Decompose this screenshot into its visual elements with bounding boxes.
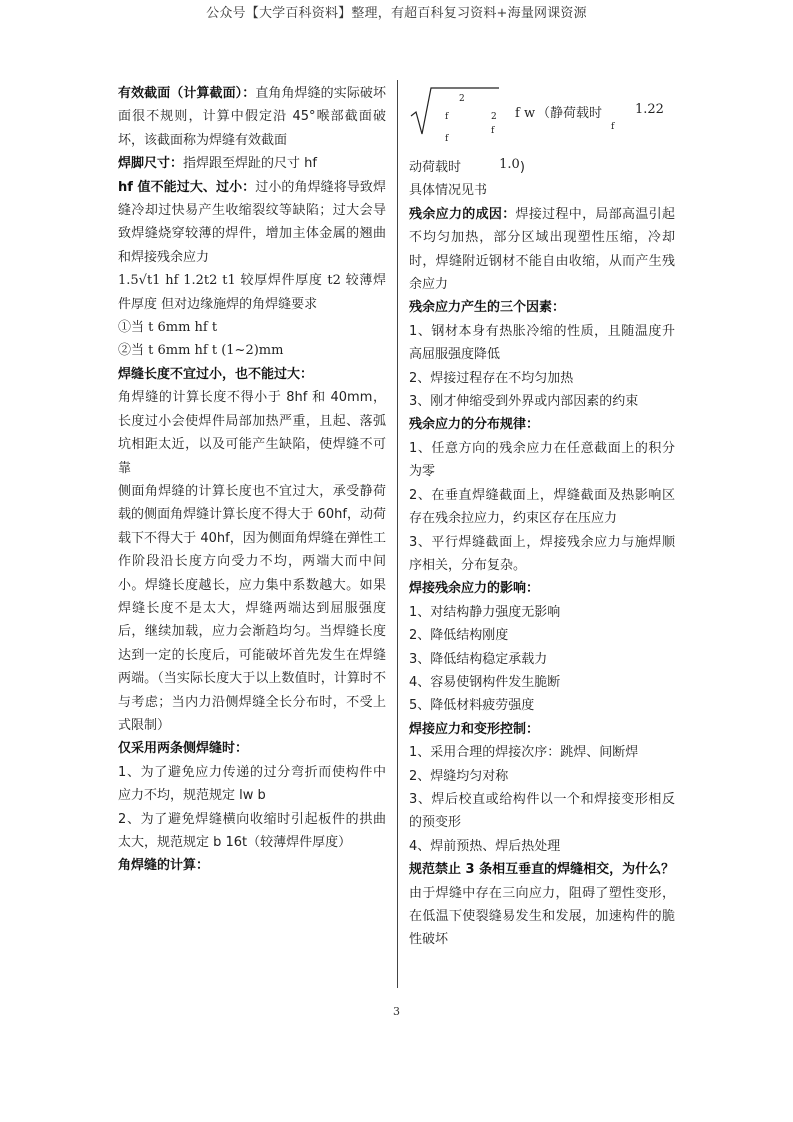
body-text: 4、焊前预热、焊后热处理	[409, 838, 561, 854]
static-load-label: （静荷载时	[537, 106, 603, 121]
heading: 焊接应力和变形控制：	[409, 721, 540, 737]
heading: 残余应力产生的三个因素：	[409, 300, 566, 316]
body-text: 由于焊缝中存在三向应力，阻碍了塑性变形，在低温下使裂缝易发生和发展，加速构件的脆性破坏	[409, 885, 675, 948]
body-text: 1、钢材本身有热胀冷缩的性质，且随温度升高屈服强度降低	[409, 323, 675, 363]
beta-static-value: 1.22	[635, 102, 664, 117]
formula-symbol: f	[445, 112, 449, 122]
formula-symbol: f	[491, 126, 495, 136]
body-text: 角焊缝的计算长度不得小于 8hf 和 40mm，长度过小会使焊件局部加热严重，且起、落弧坑相距太近，以及可能产生缺陷，使焊缝不可靠	[118, 390, 386, 476]
strength-formula	[409, 82, 675, 156]
dynamic-load-line: 动荷载时 1.0)	[409, 157, 525, 175]
heading: 仅采用两条侧焊缝时：	[118, 741, 249, 757]
max-length-paragraph	[118, 480, 386, 737]
dynamic-load-label: 动荷载时	[409, 160, 462, 175]
heading: 焊接残余应力的影响：	[409, 581, 540, 597]
list-item	[409, 741, 675, 764]
list-item	[409, 648, 675, 671]
body-text: 指焊跟至焊趾的尺寸 hf	[183, 156, 317, 172]
body-text: 2、在垂直焊缝截面上，焊缝截面及热影响区存在残余拉应力，约束区存在压应力	[409, 487, 675, 527]
body-text: 1、为了避免应力传递的过分弯折而使构件中应力不均，规范规定 lw b	[118, 764, 386, 804]
list-item	[409, 788, 675, 835]
fillet-calc-heading	[118, 854, 386, 877]
body-text: 4、容易使钢构件发生脆断	[409, 674, 561, 690]
body-text: 2、焊缝均匀对称	[409, 768, 509, 784]
prohibition-answer	[409, 882, 675, 952]
see-book-note	[409, 179, 675, 202]
body-text: 3、平行焊缝截面上，焊接残余应力与施焊顺序相关，分布复杂。	[409, 534, 675, 573]
heading: 有效截面（计算截面）：	[118, 86, 256, 101]
body-text: 1、采用合理的焊接次序：跳焊、间断焊	[409, 745, 639, 761]
condition-two	[118, 339, 386, 362]
formula-symbol: f	[611, 122, 615, 132]
body-text: 3、降低结构稳定承载力	[409, 651, 548, 667]
effective-section-paragraph	[118, 82, 386, 152]
sqrt-symbol	[409, 86, 499, 138]
heading: 焊缝长度不宜过小，也不能过大：	[118, 366, 314, 382]
list-item	[409, 671, 675, 694]
column-divider	[397, 80, 398, 988]
side-welds-heading	[118, 737, 386, 760]
body-text: 5、降低材料疲劳强度	[409, 698, 535, 714]
page-header: 公众号【大学百科资料】整理，有超百科复习资料+海量网课资源	[206, 6, 587, 21]
list-item	[409, 367, 675, 390]
leg-size-limit-paragraph	[118, 176, 386, 270]
list-item	[409, 437, 675, 484]
distribution-heading	[409, 413, 675, 436]
body-text: 1、任意方向的残余应力在任意截面上的积分为零	[409, 440, 675, 480]
length-heading	[118, 363, 386, 386]
list-item	[409, 694, 675, 717]
page-number: 3	[393, 1005, 400, 1018]
three-factors-heading	[409, 296, 675, 319]
body-text: 3、刚才伸缩受到外界或内部因素的约束	[409, 394, 639, 410]
list-item	[409, 624, 675, 647]
heading: 角焊缝的计算：	[118, 858, 210, 874]
body-text: 具体情况见书	[409, 183, 488, 199]
heading: hf 值不能过大、过小：	[118, 179, 256, 195]
formula-exponent: 2	[491, 112, 497, 122]
beta-dynamic-value: 1.0	[499, 157, 520, 172]
control-heading	[409, 718, 675, 741]
design-strength: f w	[515, 106, 536, 121]
right-column	[409, 82, 675, 952]
formula-text: ②当 t 6mm hf t (1~2)mm	[118, 343, 284, 359]
side-welds-rule-two	[118, 808, 386, 855]
residual-stress-cause	[409, 203, 675, 297]
body-text: 侧面角焊缝的计算长度也不宜过大，承受静荷载的侧面角焊缝计算长度不得大于 60hf，动荷载下不得大于 40hf，因为侧面角焊缝在弹性工作阶段沿长度方向受力不均，两端大而中间小。焊缝长度越长，应力集中系数越大。如果焊缝长度不是太大，焊缝两端达到屈服强度后，继续加载，应力会渐趋均匀。当焊缝长度达到一定的长度后，可能破坏首先发生在焊缝两端。（当实际长度大于以上数值时，计算时不与考虑；当内力沿侧焊缝全长分布时，不受上式限制）	[118, 483, 386, 733]
list-item	[409, 320, 675, 367]
body-text: 焊接过程中，局部高温引起不均匀加热，部分区域出现塑性压缩，冷却时，焊缝附近钢材不能自由收缩，从而产生残余应力	[409, 206, 675, 293]
formula-text: 1.5√t1 hf 1.2t2 t1 较厚焊件厚度 t2 较薄焊件厚度 但对边缘施焊的角焊缝要求	[118, 273, 386, 312]
heading: 残余应力的分布规律：	[409, 417, 540, 433]
heading: 焊脚尺寸：	[118, 156, 184, 172]
formula-text: ①当 t 6mm hf t	[118, 320, 218, 336]
list-item	[409, 601, 675, 624]
list-item	[409, 835, 675, 858]
side-welds-rule-one	[118, 761, 386, 808]
body-text: 直角角焊缝的实际破坏面很不规则，计算中假定沿 45°喉部截面破坏，该截面称为焊缝有效截面	[118, 86, 386, 148]
body-text: 2、为了避免焊缝横向收缩时引起板件的拱曲太大，规范规定 b 16t（较薄焊件厚度）	[118, 811, 386, 850]
list-item	[409, 765, 675, 788]
list-item	[409, 531, 675, 578]
heading: 残余应力的成因：	[409, 206, 516, 222]
body-text: 过小的角焊缝将导致焊缝冷却过快易产生收缩裂纹等缺陷；过大会导致焊缝烧穿较薄的焊件，增加主体金属的翘曲和焊接残余应力	[118, 179, 386, 265]
list-item	[409, 390, 675, 413]
heading: 规范禁止 3 条相互垂直的焊缝相交，为什么？	[409, 862, 675, 878]
left-column	[118, 82, 386, 878]
formula-symbol: f	[445, 134, 449, 144]
list-item	[409, 484, 675, 531]
body-text: 3、焊后校直或给构件以一个和焊接变形相反的预变形	[409, 791, 675, 831]
effects-heading	[409, 577, 675, 600]
formula-exponent: 2	[459, 94, 465, 104]
body-text: 2、焊接过程存在不均匀加热	[409, 370, 574, 386]
leg-size-paragraph	[118, 152, 386, 175]
prohibition-heading	[409, 858, 675, 881]
body-text: 1、对结构静力强度无影响	[409, 604, 561, 620]
condition-one	[118, 316, 386, 339]
leg-size-formula	[118, 269, 386, 316]
min-length-paragraph	[118, 386, 386, 480]
body-text: 2、降低结构刚度	[409, 628, 509, 644]
